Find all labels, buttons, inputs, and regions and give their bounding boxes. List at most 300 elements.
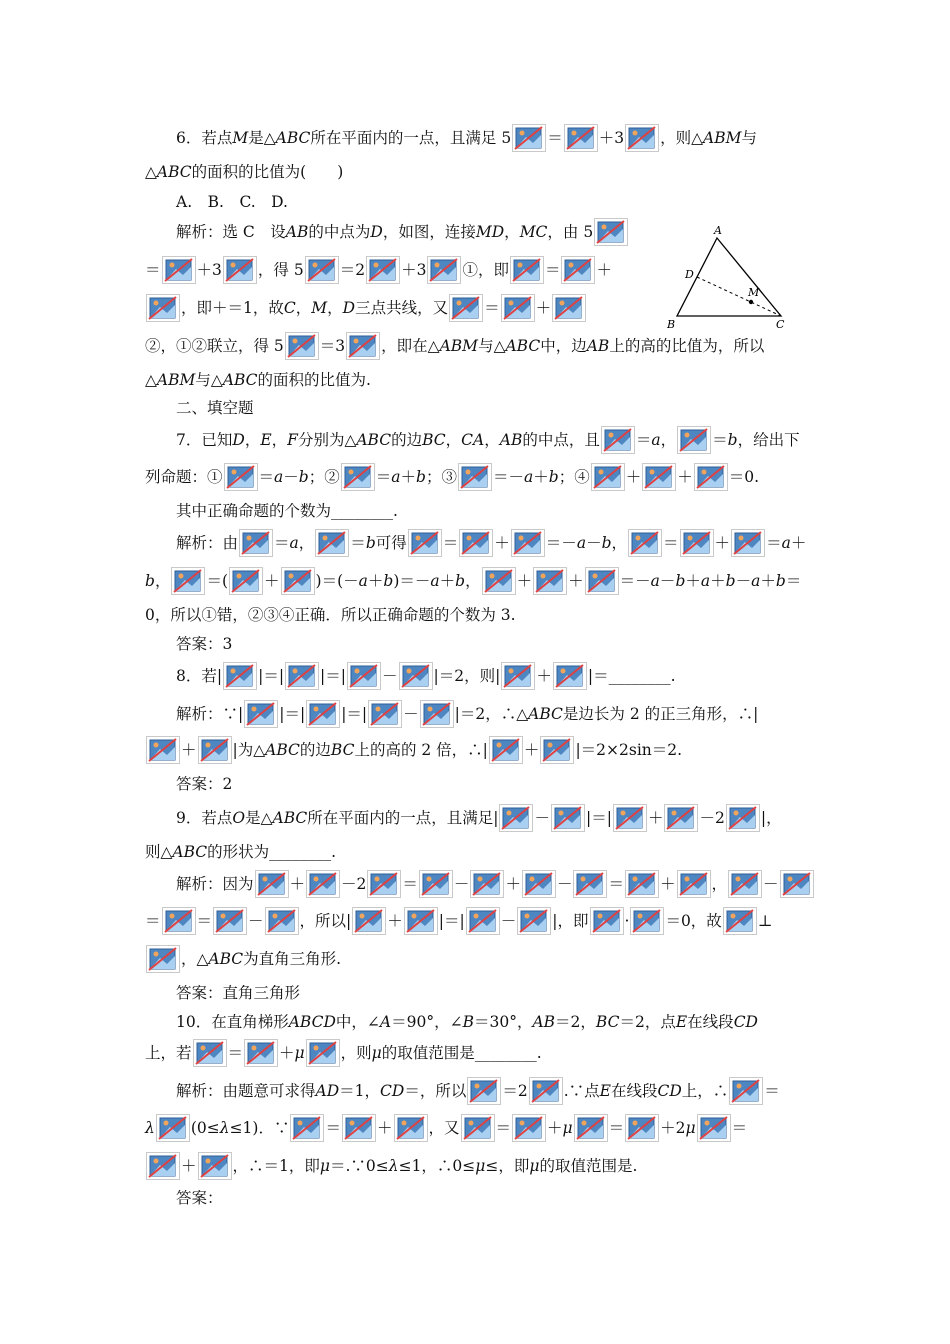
broken-image-icon [510, 256, 544, 284]
math-symbol: b [383, 572, 394, 590]
broken-image-icon [677, 426, 711, 454]
text-line [145, 156, 343, 186]
math-symbol: B [462, 1013, 474, 1031]
broken-image-icon [625, 124, 659, 152]
text-run: ＝ [635, 431, 652, 449]
text-run: ＝2 [502, 1082, 528, 1100]
math-symbol: MD [475, 223, 505, 241]
math-symbol: M [311, 299, 328, 317]
math-symbol: b [365, 534, 376, 552]
text-run: ＋ [181, 1157, 197, 1175]
text-run: 为直角三角形. [243, 950, 342, 968]
text-run: ＋ [533, 468, 549, 486]
text-run: 中，边 [540, 337, 587, 355]
text-line [145, 1037, 542, 1067]
text-run: ＝2，点 [619, 1013, 676, 1031]
text-run: ＋ [535, 299, 552, 317]
text-run: |＝| [438, 912, 465, 930]
text-run: ＝0. [728, 468, 760, 486]
math-symbol: a [430, 572, 440, 590]
text-run: 解析：由题意可求得 [176, 1082, 316, 1100]
broken-image-icon [224, 463, 258, 491]
text-run: ，又 [428, 1119, 460, 1137]
math-symbol: BC [422, 431, 446, 449]
text-run: 0，所以①错，②③④正确．所以正确命题的个数为 3. [145, 606, 516, 624]
text-run: ＝30°， [473, 1013, 533, 1031]
text-run: ＝－ [492, 468, 524, 486]
text-run: ＝ [547, 129, 563, 147]
broken-image-icon [677, 870, 711, 898]
text-run: ， [504, 223, 520, 241]
text-run: ，如图，连接 [382, 223, 476, 241]
math-symbol: AB [532, 1013, 556, 1031]
text-run: － [659, 572, 676, 590]
math-symbol: b [416, 468, 426, 486]
text-line [176, 1006, 758, 1036]
math-symbol: b [775, 572, 786, 590]
text-run: －2 [699, 809, 725, 827]
label-a: A [714, 224, 722, 237]
broken-image-icon [642, 463, 676, 491]
text-run: 9．若点 [176, 809, 233, 827]
math-symbol: μ [319, 1157, 330, 1175]
text-run: 10．在直角梯形 [176, 1013, 289, 1031]
text-run: · [624, 912, 630, 930]
broken-image-icon [449, 294, 483, 322]
broken-image-icon [366, 256, 400, 284]
text-line [145, 461, 759, 491]
math-symbol: a [524, 468, 534, 486]
text-run: ， [465, 572, 481, 590]
text-run: 与△ [478, 337, 506, 355]
text-line [145, 599, 516, 629]
text-run: ， [298, 534, 315, 552]
math-symbol: MC [519, 223, 548, 241]
text-run: 是△ [245, 809, 273, 827]
text-line [145, 292, 587, 322]
text-line [176, 868, 815, 898]
math-symbol: D [370, 223, 383, 241]
text-run: ＝ [227, 1044, 244, 1062]
text-line [145, 1150, 637, 1180]
broken-image-icon [352, 907, 386, 935]
text-run: 的取值范围是. [539, 1157, 638, 1175]
math-symbol: E [260, 431, 272, 449]
broken-image-icon [590, 907, 624, 935]
text-run: ＝，所以 [404, 1082, 467, 1100]
text-run: ＋3 [598, 129, 625, 147]
text-line [176, 216, 629, 246]
text-line [145, 836, 336, 866]
text-run: 的取值范围是________. [381, 1044, 542, 1062]
broken-image-icon [564, 124, 598, 152]
broken-image-icon [290, 1114, 324, 1142]
broken-image-icon [601, 426, 635, 454]
text-run: )＝－ [393, 572, 431, 590]
text-run: |＝| [586, 809, 612, 827]
text-run: ＝ [375, 468, 392, 486]
math-symbol: a [274, 468, 284, 486]
text-run: ， [711, 875, 728, 893]
text-run: |＝2，∴△ [454, 705, 529, 723]
text-run: |＝________. [587, 667, 676, 685]
label-c: C [776, 318, 785, 331]
text-run: |＝| [320, 667, 346, 685]
broken-image-icon [244, 700, 278, 728]
text-line [145, 565, 801, 595]
math-symbol: ABC [275, 129, 311, 147]
text-run: 的面积的比值为. [257, 371, 371, 389]
math-symbol: ABC [208, 950, 244, 968]
text-run: |＝| [341, 705, 368, 723]
broken-image-icon [553, 662, 587, 690]
text-run: ＋ [625, 468, 642, 486]
broken-image-icon [664, 804, 698, 832]
text-line [145, 254, 612, 284]
math-symbol: ABM [703, 129, 742, 147]
text-run: 二、填空题 [176, 399, 254, 417]
math-symbol: b [298, 468, 309, 486]
text-run: 列命题：① [145, 468, 223, 486]
text-run: |＝| [279, 705, 306, 723]
point-m [749, 300, 753, 304]
text-run: ＋ [568, 572, 584, 590]
text-run: ＝.∵0≤ [329, 1157, 389, 1175]
math-symbol: D [232, 431, 245, 449]
text-run: ＋ [289, 875, 306, 893]
math-symbol: ABM [439, 337, 479, 355]
text-line [145, 1112, 747, 1142]
text-run: ， [295, 299, 312, 317]
text-run: ，给出下 [737, 431, 800, 449]
text-run: ＋3 [196, 261, 222, 279]
text-run: ＝ [731, 1119, 748, 1137]
text-run: ＝ [608, 875, 624, 893]
math-symbol: AD [315, 1082, 340, 1100]
math-symbol: BC [595, 1013, 620, 1031]
text-run: ，则 [340, 1044, 372, 1062]
text-run: |＝2，则| [433, 667, 501, 685]
broken-image-icon [574, 1114, 608, 1142]
text-run: － [735, 572, 752, 590]
math-symbol: a [576, 534, 587, 552]
math-symbol: O [232, 809, 246, 827]
text-run: ＝ [145, 912, 161, 930]
text-line [176, 392, 254, 422]
text-line [176, 802, 782, 832]
text-run: ＋2 [660, 1119, 686, 1137]
text-run: － [248, 912, 264, 930]
text-run: － [556, 875, 573, 893]
text-run: 答案：直角三角形 [176, 984, 301, 1002]
math-symbol: λ [388, 1157, 399, 1175]
broken-image-icon [533, 567, 567, 595]
math-symbol: BC [330, 741, 355, 759]
text-line [176, 660, 676, 690]
math-symbol: ABC [272, 809, 308, 827]
text-run: ＝ [764, 1082, 780, 1100]
math-symbol: ABC [222, 371, 258, 389]
math-symbol: b [601, 534, 612, 552]
broken-image-icon [731, 529, 765, 557]
text-run: |，即 [552, 912, 589, 930]
text-line [145, 905, 772, 935]
broken-image-icon [404, 907, 438, 935]
text-run: ＋ [494, 534, 510, 552]
broken-image-icon [229, 567, 263, 595]
broken-image-icon [561, 256, 595, 284]
broken-image-icon [347, 662, 381, 690]
text-run: 上的高的比值为，所以 [609, 337, 765, 355]
broken-image-icon [223, 662, 257, 690]
broken-image-icon [591, 463, 625, 491]
broken-image-icon [306, 1039, 340, 1067]
broken-image-icon [540, 736, 574, 764]
text-run: ＝ [258, 468, 275, 486]
text-run: － [403, 705, 419, 723]
math-symbol: ABC [505, 337, 541, 355]
broken-image-icon [489, 736, 523, 764]
text-run: ＝ [442, 534, 459, 552]
math-symbol: b [455, 572, 466, 590]
math-symbol: E [599, 1082, 611, 1100]
text-line [176, 1182, 223, 1212]
text-run: 上的高的 2 倍，∴| [354, 741, 488, 759]
text-run: 的边 [391, 431, 423, 449]
broken-image-icon [239, 529, 273, 557]
text-run: ，则△ [660, 129, 704, 147]
text-run: ，所以| [299, 912, 352, 930]
math-symbol: λ [219, 1119, 230, 1137]
text-line [176, 628, 232, 658]
math-symbol: b [727, 431, 738, 449]
broken-image-icon [573, 870, 607, 898]
broken-image-icon [594, 218, 628, 246]
broken-image-icon [501, 294, 535, 322]
text-run: 解析：∵| [176, 705, 244, 723]
text-run: ＋ [523, 741, 540, 759]
text-line [176, 495, 398, 525]
math-symbol: C [283, 299, 296, 317]
text-line [176, 424, 800, 454]
math-symbol: μ [562, 1119, 573, 1137]
text-run: ＝2， [555, 1013, 596, 1031]
text-run: ， [660, 431, 677, 449]
broken-image-icon [517, 907, 551, 935]
text-run: ＝90°，∠ [391, 1013, 463, 1031]
text-run: ；③ [425, 468, 457, 486]
text-run: 6．若点 [176, 129, 233, 147]
broken-image-icon [306, 700, 340, 728]
broken-image-icon [171, 567, 205, 595]
broken-image-icon [146, 945, 180, 973]
math-symbol: a [650, 572, 660, 590]
broken-image-icon [368, 700, 402, 728]
text-run: － [453, 875, 470, 893]
math-symbol: A [379, 1013, 392, 1031]
text-run: 在线段 [687, 1013, 734, 1031]
text-run: ，∴＝1，即 [232, 1157, 320, 1175]
text-run: ，即在△ [381, 337, 440, 355]
text-run: ＋ [647, 809, 664, 827]
text-run: ＝ [785, 572, 802, 590]
broken-image-icon [729, 1077, 763, 1105]
text-run: |为△ [232, 741, 266, 759]
text-run: .∵点 [563, 1082, 600, 1100]
math-symbol: μ [475, 1157, 486, 1175]
text-run: ＝ [544, 261, 561, 279]
broken-image-icon [466, 907, 500, 935]
text-run: A. B. C. D. [176, 193, 288, 211]
text-run: (0≤ [190, 1119, 220, 1137]
text-run: ①，即 [462, 261, 509, 279]
math-symbol: CD [657, 1082, 682, 1100]
text-run: ＝1， [339, 1082, 381, 1100]
text-run: 答案： [176, 1189, 223, 1207]
broken-image-icon [146, 1152, 180, 1180]
broken-image-icon [728, 870, 762, 898]
text-run: ＝0，故 [665, 912, 722, 930]
text-run: ＋3 [401, 261, 427, 279]
math-symbol: a [700, 572, 711, 590]
broken-image-icon [341, 463, 375, 491]
text-run: ，△ [181, 950, 209, 968]
text-run: ＝( [206, 572, 229, 590]
text-line [176, 122, 757, 152]
text-run: 其中正确命题的个数为________. [176, 502, 398, 520]
broken-image-icon [585, 567, 619, 595]
text-line [176, 1075, 780, 1105]
broken-image-icon [628, 529, 662, 557]
broken-image-icon [780, 870, 814, 898]
broken-image-icon [285, 332, 319, 360]
text-run: ＋ [547, 1119, 563, 1137]
text-run: 的中点，且 [522, 431, 600, 449]
text-run: △ [145, 163, 157, 181]
text-run: )＝(－ [315, 572, 359, 590]
text-line [176, 698, 758, 728]
broken-image-icon [419, 870, 453, 898]
text-line [145, 943, 341, 973]
broken-image-icon [697, 1114, 731, 1142]
broken-image-icon [399, 662, 433, 690]
text-run: 解析：选 C 设 [176, 223, 286, 241]
text-run: |， [760, 809, 782, 827]
text-run: ＝ [663, 534, 679, 552]
broken-image-icon [193, 1039, 227, 1067]
text-run: 是边长为 2 的正三角形，∴| [562, 705, 759, 723]
text-run: ＋ [376, 1119, 393, 1137]
text-run: ，由 5 [547, 223, 594, 241]
broken-image-icon [223, 256, 257, 284]
text-run: ＝ [350, 534, 366, 552]
label-b: B [667, 318, 676, 331]
broken-image-icon [408, 529, 442, 557]
text-run: －2 [341, 875, 367, 893]
text-run: |＝| [258, 667, 285, 685]
text-run: 答案：3 [176, 635, 233, 653]
math-symbol: ABC [172, 843, 208, 861]
text-run: － [500, 912, 517, 930]
broken-image-icon [512, 1114, 546, 1142]
math-symbol: AB [586, 337, 610, 355]
dashed-segment-dc [697, 277, 781, 316]
math-symbol: b [725, 572, 736, 590]
text-run: 与△ [195, 371, 223, 389]
text-run: 可得 [375, 534, 407, 552]
text-run: ＝ [274, 534, 290, 552]
broken-image-icon [512, 124, 546, 152]
broken-image-icon [522, 870, 556, 898]
text-run: |＝2×2sin＝2. [575, 741, 683, 759]
math-symbol: CA [461, 431, 485, 449]
text-run: ＝3 [319, 337, 346, 355]
text-run: 所在平面内的一点，且满足| [307, 809, 499, 827]
broken-image-icon [723, 907, 757, 935]
text-run: 7．已知 [176, 431, 233, 449]
text-run: ＋ [659, 875, 676, 893]
broken-image-icon [255, 870, 289, 898]
broken-image-icon [501, 662, 535, 690]
math-symbol: CD [733, 1013, 758, 1031]
text-run: 与 [741, 129, 757, 147]
text-run: ＝－ [619, 572, 651, 590]
text-run: ＝ [495, 1119, 512, 1137]
text-run: ，得 5 [257, 261, 304, 279]
broken-image-icon [265, 907, 299, 935]
label-d: D [685, 268, 694, 281]
text-run: ＋ [790, 534, 807, 552]
math-symbol: b [548, 468, 559, 486]
broken-image-icon [244, 1039, 278, 1067]
text-run: － [586, 534, 602, 552]
text-run: ＝－ [545, 534, 577, 552]
broken-image-icon [315, 529, 349, 557]
text-run: ②，①②联立，得 5 [145, 337, 284, 355]
text-run: ， [271, 431, 288, 449]
math-symbol: a [651, 431, 661, 449]
broken-image-icon [146, 294, 180, 322]
math-symbol: a [289, 534, 299, 552]
text-run: ， [445, 431, 462, 449]
text-run: ＝2 [339, 261, 366, 279]
broken-image-icon [146, 736, 180, 764]
text-line [176, 768, 232, 798]
math-symbol: λ [145, 1119, 155, 1137]
text-run: 三点共线，又 [355, 299, 449, 317]
text-run: 在线段 [610, 1082, 658, 1100]
text-run: ＋ [367, 572, 384, 590]
text-run: ，即＋＝1，故 [181, 299, 284, 317]
math-symbol: ABM [156, 371, 196, 389]
text-run: ＝ [145, 261, 161, 279]
text-run: ＋ [710, 572, 726, 590]
math-symbol: μ [371, 1044, 382, 1062]
text-run: ＋ [516, 572, 533, 590]
text-run: － [763, 875, 779, 893]
text-run: 则△ [145, 843, 173, 861]
broken-image-icon [427, 256, 461, 284]
text-run: ；④ [558, 468, 590, 486]
broken-image-icon [630, 907, 664, 935]
text-run: ＋ [505, 875, 521, 893]
text-run: 解析：由 [176, 534, 239, 552]
broken-image-icon [458, 463, 492, 491]
math-symbol: a [751, 572, 761, 590]
math-symbol: μ [294, 1044, 305, 1062]
math-symbol: ABC [265, 741, 300, 759]
text-run: ， [154, 572, 171, 590]
